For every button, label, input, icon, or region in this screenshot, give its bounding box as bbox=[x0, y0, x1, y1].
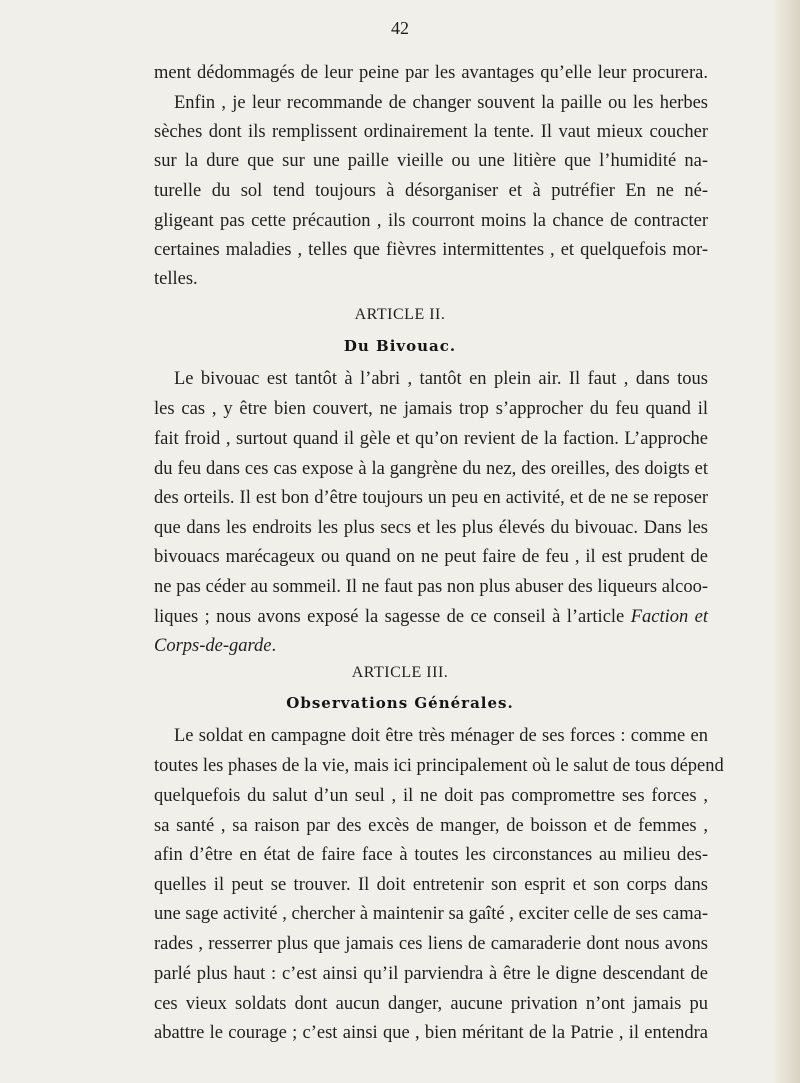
page-edge-shadow bbox=[772, 0, 800, 1083]
text-line: telles. bbox=[154, 269, 198, 289]
section-title: Du Bivouac. bbox=[343, 337, 457, 355]
text-line: Enfin , je leur recommande de changer souvent la paille ou les herbes bbox=[174, 93, 708, 113]
text-line: certaines maladies , telles que fièvres intermittentes , et quelquefois mor- bbox=[154, 240, 708, 260]
text-line: ment dédommagés de leur peine par les avantages qu’elle leur procurera. bbox=[154, 63, 708, 83]
text-line: ne pas céder au sommeil. Il ne faut pas non plus abuser des liqueurs alcoo- bbox=[154, 577, 708, 597]
text-line: que dans les endroits les plus secs et les plus élevés du bivouac. Dans les bbox=[154, 518, 708, 538]
text-line: parlé plus haut : c’est ainsi qu’il parviendra à être le digne descendant de bbox=[154, 964, 708, 984]
page-number: 42 bbox=[391, 18, 409, 38]
text-line: rades , resserrer plus que jamais ces liens de camaraderie dont nous avons bbox=[154, 934, 708, 954]
text-line: une sage activité , chercher à maintenir sa gaîté , exciter celle de ses cama- bbox=[154, 904, 708, 924]
text-line: quelles il peut se trouver. Il doit entretenir son esprit et son corps dans bbox=[154, 875, 708, 895]
text-line: gligeant pas cette précaution , ils courront moins la chance de contracter bbox=[154, 211, 708, 231]
italic-connector: et bbox=[694, 607, 709, 627]
text-line bbox=[154, 635, 276, 657]
text-line: toutes les phases de la vie, mais ici principalement où le salut de tous dépend bbox=[154, 756, 724, 776]
text-line: quelquefois du salut d’un seul , il ne doit pas compromettre ses forces , bbox=[154, 786, 708, 806]
text-line: fait froid , surtout quand il gèle et qu’on revient de la faction. L’approche bbox=[154, 429, 708, 449]
text-segment: liques ; nous avons exposé la sagesse de ce conseil à l’article bbox=[154, 607, 625, 627]
text-line: bivouacs marécageux ou quand on ne peut faire de feu , il est prudent de bbox=[154, 547, 708, 567]
text-line: des orteils. Il est bon d’être toujours un peu en activité, et de ne se reposer bbox=[154, 488, 708, 508]
italic-reference: Corps-de-garde bbox=[154, 636, 272, 656]
text-line: Le bivouac est tantôt à l’abri , tantôt en plein air. Il faut , dans tous bbox=[174, 369, 708, 389]
article-heading: ARTICLE III. bbox=[351, 664, 449, 681]
italic-reference: Faction bbox=[630, 607, 689, 627]
text-line: sèches dont ils remplissent ordinairement la tente. Il vaut mieux coucher bbox=[154, 122, 708, 142]
text-line: abattre le courage ; c’est ainsi que , bien méritant de la Patrie , il entendra bbox=[154, 1023, 708, 1043]
text-line bbox=[154, 606, 708, 628]
text-line: les cas , y être bien couvert, ne jamais trop s’approcher du feu quand il bbox=[154, 399, 708, 419]
text-line: ces vieux soldats dont aucun danger, aucune privation n’ont jamais pu bbox=[154, 994, 708, 1014]
text-line: afin d’être en état de faire face à toutes les circonstances au milieu des- bbox=[154, 845, 708, 865]
text-segment: . bbox=[271, 636, 277, 656]
text-line: du feu dans ces cas expose à la gangrène du nez, des oreilles, des doigts et bbox=[154, 459, 708, 479]
article-heading: ARTICLE II. bbox=[354, 306, 446, 323]
text-line: sa santé , sa raison par des excès de manger, de boisson et de femmes , bbox=[154, 816, 708, 836]
section-title: Observations Générales. bbox=[286, 694, 514, 712]
text-line: Le soldat en campagne doit être très ménager de ses forces : comme en bbox=[174, 726, 708, 746]
text-line: turelle du sol tend toujours à désorganiser et à putréfier En ne né- bbox=[154, 181, 708, 201]
text-line: sur la dure que sur une paille vieille ou une litière que l’humidité na- bbox=[154, 151, 708, 171]
